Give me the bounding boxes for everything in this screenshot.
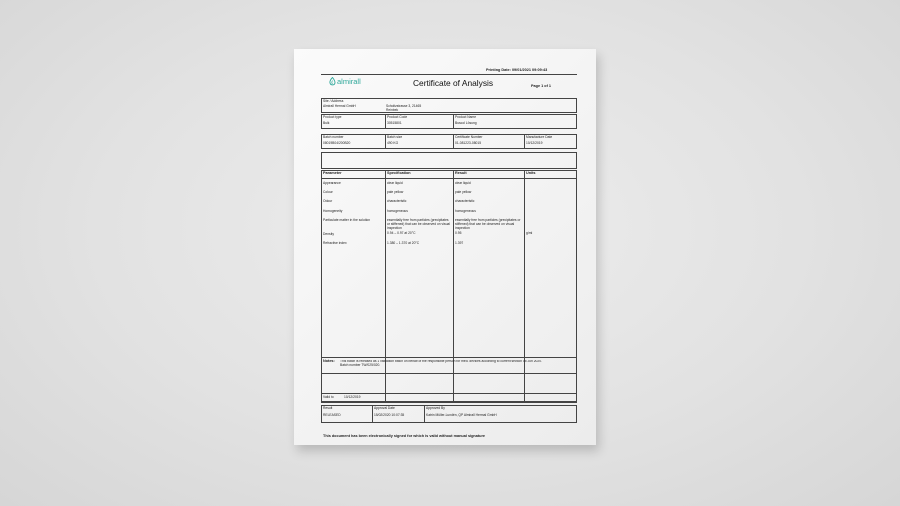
manufacture-date-label: Manufacture Date bbox=[526, 135, 553, 139]
table-cell-result: pale yellow bbox=[455, 190, 472, 194]
table-cell-parameter: Refractive index bbox=[323, 241, 347, 245]
column-header-parameter: Parameter bbox=[323, 171, 342, 175]
column-header-specification: Specification bbox=[387, 171, 411, 175]
result-label: Result bbox=[323, 406, 333, 410]
table-cell-specification: pale yellow bbox=[387, 190, 404, 194]
table-cell-parameter: Homogeneity bbox=[323, 209, 343, 213]
batch-number-value: 08019B04/200B20 bbox=[323, 141, 351, 145]
product-type-value: Bulk bbox=[323, 121, 330, 125]
table-cell-specification: clear liquid bbox=[387, 181, 403, 185]
table-cell-result: clear liquid bbox=[455, 181, 471, 185]
site-name: Almirall Hermal GmbH bbox=[323, 104, 356, 108]
valid-to-value: 10/12/2019 bbox=[344, 395, 361, 399]
batch-number-label: Batch number bbox=[323, 135, 344, 139]
site-address-line2: Reinbek bbox=[386, 108, 399, 112]
page-indicator: Page 1 of 1 bbox=[531, 84, 552, 88]
product-code-label: Product Code bbox=[387, 115, 408, 119]
almirall-logo-text: almirall bbox=[337, 77, 361, 86]
document-title: Certificate of Analysis bbox=[413, 78, 494, 88]
notes-line2: Batch number TW/025/020. bbox=[340, 363, 381, 367]
table-cell-parameter: Particulate matter in the solution bbox=[323, 218, 371, 222]
product-name-label: Product Name bbox=[455, 115, 477, 119]
site-section bbox=[321, 98, 577, 113]
approval-date-value: 15/02/2020 10:07:35 bbox=[374, 413, 405, 417]
table-cell-result: 1.397 bbox=[455, 241, 464, 245]
certificate-number-value: 01-081223-08015 bbox=[455, 141, 482, 145]
table-cell-units: g/ml bbox=[526, 231, 533, 235]
table-cell-result: 0.95 bbox=[455, 231, 462, 235]
product-code-value: 30515801 bbox=[387, 121, 402, 125]
certificate-number-label: Certificate Number bbox=[455, 135, 483, 139]
approval-date-label: Approval Date bbox=[374, 406, 395, 410]
site-label: Site / Address bbox=[323, 99, 344, 103]
valid-to-label: Valid to bbox=[323, 395, 334, 399]
table-cell-specification: 1.380 – 1.370 at 20°C bbox=[387, 241, 420, 245]
table-cell-result: essentially free from particles (precipitates or stiffened) that can be observed on visual inspection bbox=[455, 218, 521, 230]
results-table-header-rule bbox=[321, 178, 577, 179]
approved-by-value: Katrin Müller-Lundén, QP Almirall Hermal GmbH bbox=[426, 413, 497, 417]
table-cell-parameter: Colour bbox=[323, 190, 333, 194]
blank-section bbox=[321, 152, 577, 169]
column-header-result: Result bbox=[455, 171, 467, 175]
printing-date: Printing Date: 09/01/2021 09:09:43 bbox=[486, 68, 548, 72]
product-section bbox=[321, 114, 577, 129]
table-cell-parameter: Odour bbox=[323, 199, 333, 203]
table-cell-result: characteristic bbox=[455, 199, 475, 203]
table-cell-parameter: Density bbox=[323, 232, 334, 236]
table-cell-parameter: Appearance bbox=[323, 181, 341, 185]
certificate-document bbox=[294, 49, 596, 445]
manufacture-date-value: 10/12/2019 bbox=[526, 141, 543, 145]
table-cell-specification: homogeneous bbox=[387, 209, 408, 213]
result-value: RELEASED bbox=[323, 413, 341, 417]
table-cell-specification: characteristic bbox=[387, 199, 407, 203]
site-address-line1: Scholtzstrasse 3, 21465 bbox=[386, 104, 422, 108]
notes-label: Notes: bbox=[323, 359, 335, 363]
batch-size-value: 490 KG bbox=[387, 141, 399, 145]
header-rule bbox=[321, 74, 577, 75]
electronic-signature-note: This document has been electronically signed for which is valid without manual signature bbox=[323, 434, 486, 438]
column-header-units: Units bbox=[526, 171, 536, 175]
approved-by-label: Approved By bbox=[426, 406, 445, 410]
product-name-value: Buscol Lösung bbox=[455, 121, 477, 125]
notes-line1: This batch is released as 1 validation batch on behalf of the responsible person for med. devices according to current section 05 Jun 2020. bbox=[340, 360, 542, 363]
product-type-label: Product type bbox=[323, 115, 342, 119]
table-cell-specification: 0.94 – 0.97 at 20°C bbox=[387, 231, 416, 235]
almirall-logo-icon bbox=[329, 77, 336, 86]
table-cell-specification: essentially free from particles (precipitates or stiffened) that can be observed on visual inspection bbox=[387, 218, 450, 230]
batch-size-label: Batch size bbox=[387, 135, 403, 139]
table-cell-result: homogeneous bbox=[455, 209, 476, 213]
